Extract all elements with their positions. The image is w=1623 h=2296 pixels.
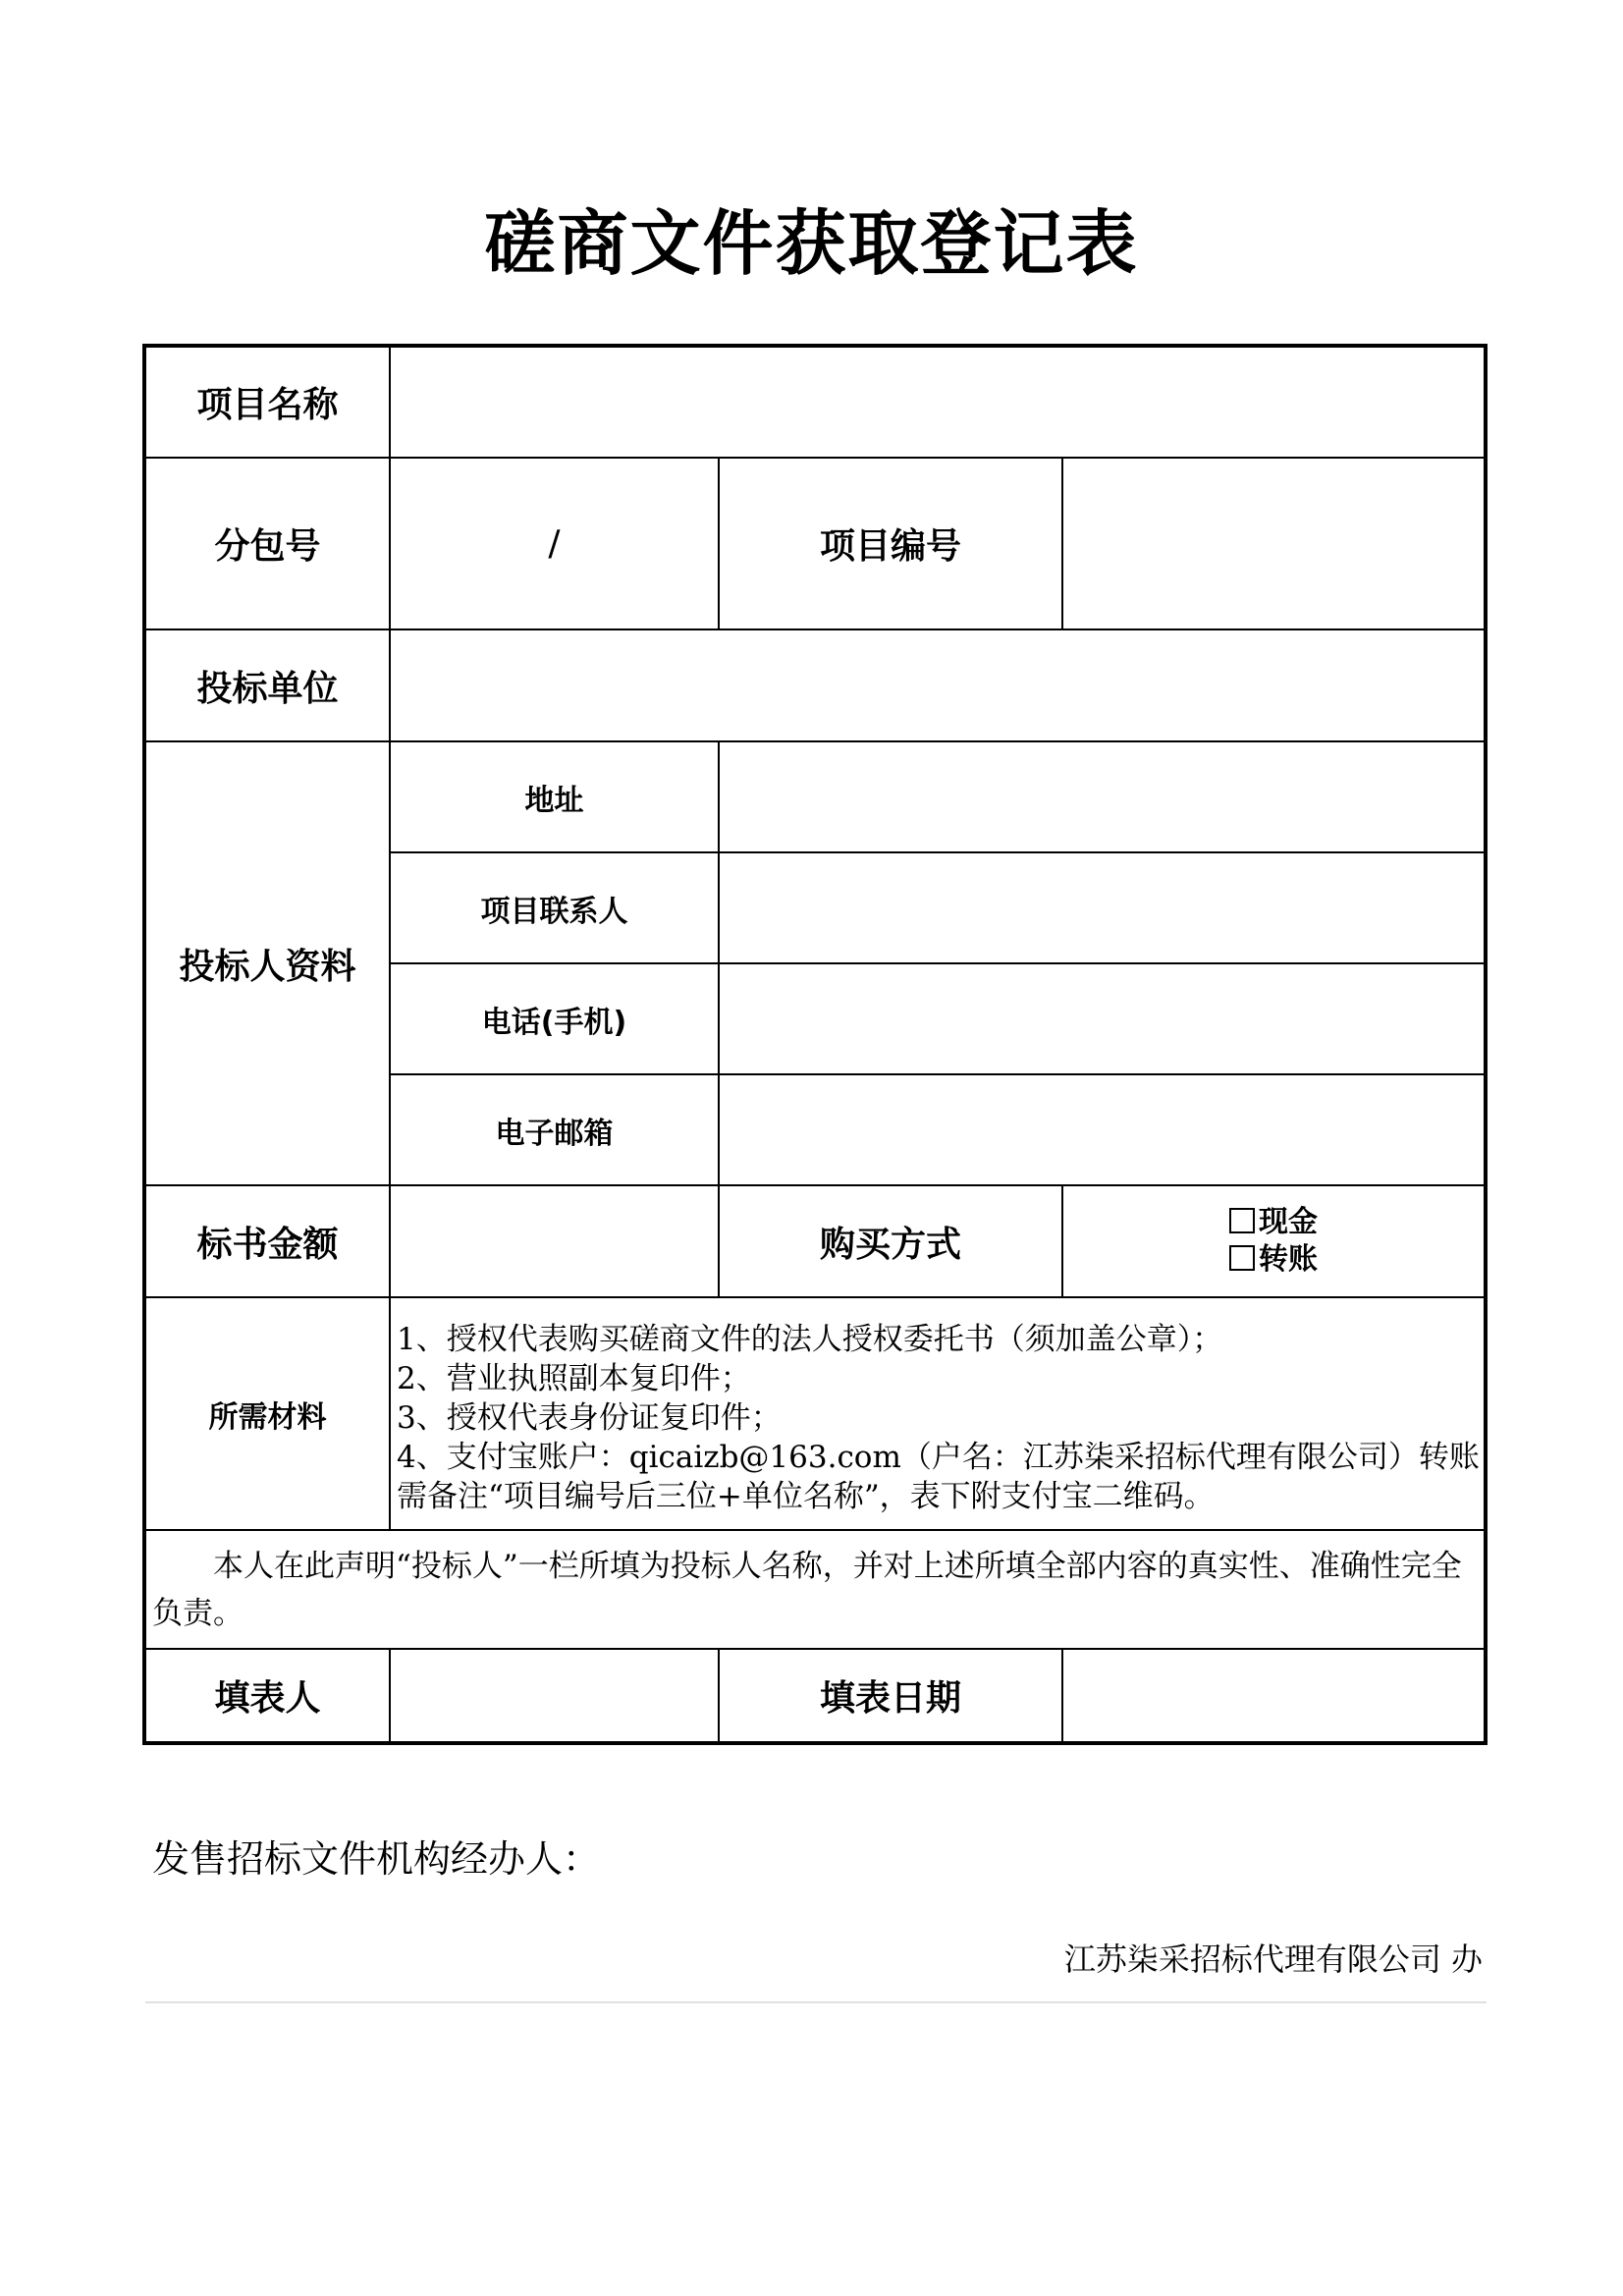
email-label: 电子邮箱 — [390, 1074, 719, 1185]
contact-label: 项目联系人 — [390, 852, 719, 963]
footer-divider — [145, 2001, 1487, 2003]
checkbox-icon[interactable] — [1229, 1208, 1255, 1233]
project-name-field[interactable] — [390, 346, 1486, 458]
phone-label: 电话(手机) — [390, 963, 719, 1074]
materials-item: 3、授权代表身份证复印件； — [397, 1400, 782, 1436]
fill-date-field[interactable] — [1062, 1649, 1486, 1743]
package-no-label: 分包号 — [144, 458, 390, 629]
checkbox-icon[interactable] — [1229, 1245, 1255, 1271]
payment-label: 购买方式 — [719, 1185, 1062, 1297]
phone-field[interactable] — [719, 963, 1486, 1074]
bidder-unit-field[interactable] — [390, 629, 1486, 741]
package-no-field[interactable]: / — [390, 458, 719, 629]
payment-option-cash[interactable]: 现金 — [1229, 1204, 1318, 1241]
payment-option-transfer[interactable]: 转账 — [1229, 1241, 1318, 1279]
contact-field[interactable] — [719, 852, 1486, 963]
address-label: 地址 — [390, 741, 719, 852]
materials-list — [390, 1297, 1486, 1530]
amount-label: 标书金额 — [144, 1185, 390, 1297]
fill-date-label: 填表日期 — [719, 1649, 1062, 1743]
email-field[interactable] — [719, 1074, 1486, 1185]
materials-label: 所需材料 — [144, 1297, 390, 1530]
payment-options — [1062, 1185, 1486, 1297]
agent-label: 发售招标文件机构经办人： — [152, 1837, 601, 1881]
materials-item: 2、营业执照副本复印件； — [397, 1361, 751, 1396]
amount-field[interactable] — [390, 1185, 719, 1297]
company-name: 江苏柒采招标代理有限公司 办 — [1063, 1941, 1483, 1978]
materials-item: 1、授权代表购买磋商文件的法人授权委托书（须加盖公章）； — [397, 1322, 1223, 1357]
materials-item: 需备注“项目编号后三位+单位名称”，表下附支付宝二维码。 — [397, 1479, 1215, 1514]
materials-item: 4、支付宝账户：qicaizb@163.com（户名：江苏柒采招标代理有限公司）转账 — [397, 1440, 1480, 1475]
project-code-field[interactable] — [1062, 458, 1486, 629]
address-field[interactable] — [719, 741, 1486, 852]
filler-label: 填表人 — [144, 1649, 390, 1743]
bidder-info-label: 投标人资料 — [144, 741, 390, 1185]
filler-field[interactable] — [390, 1649, 719, 1743]
declaration-text: 本人在此声明“投标人”一栏所填为投标人名称，并对上述所填全部内容的真实性、准确性完全负责。 — [144, 1530, 1486, 1649]
page-title: 磋商文件获取登记表 — [484, 201, 1139, 285]
project-name-label: 项目名称 — [144, 346, 390, 458]
project-code-label: 项目编号 — [719, 458, 1062, 629]
registration-form — [142, 344, 1488, 1745]
bidder-unit-label: 投标单位 — [144, 629, 390, 741]
